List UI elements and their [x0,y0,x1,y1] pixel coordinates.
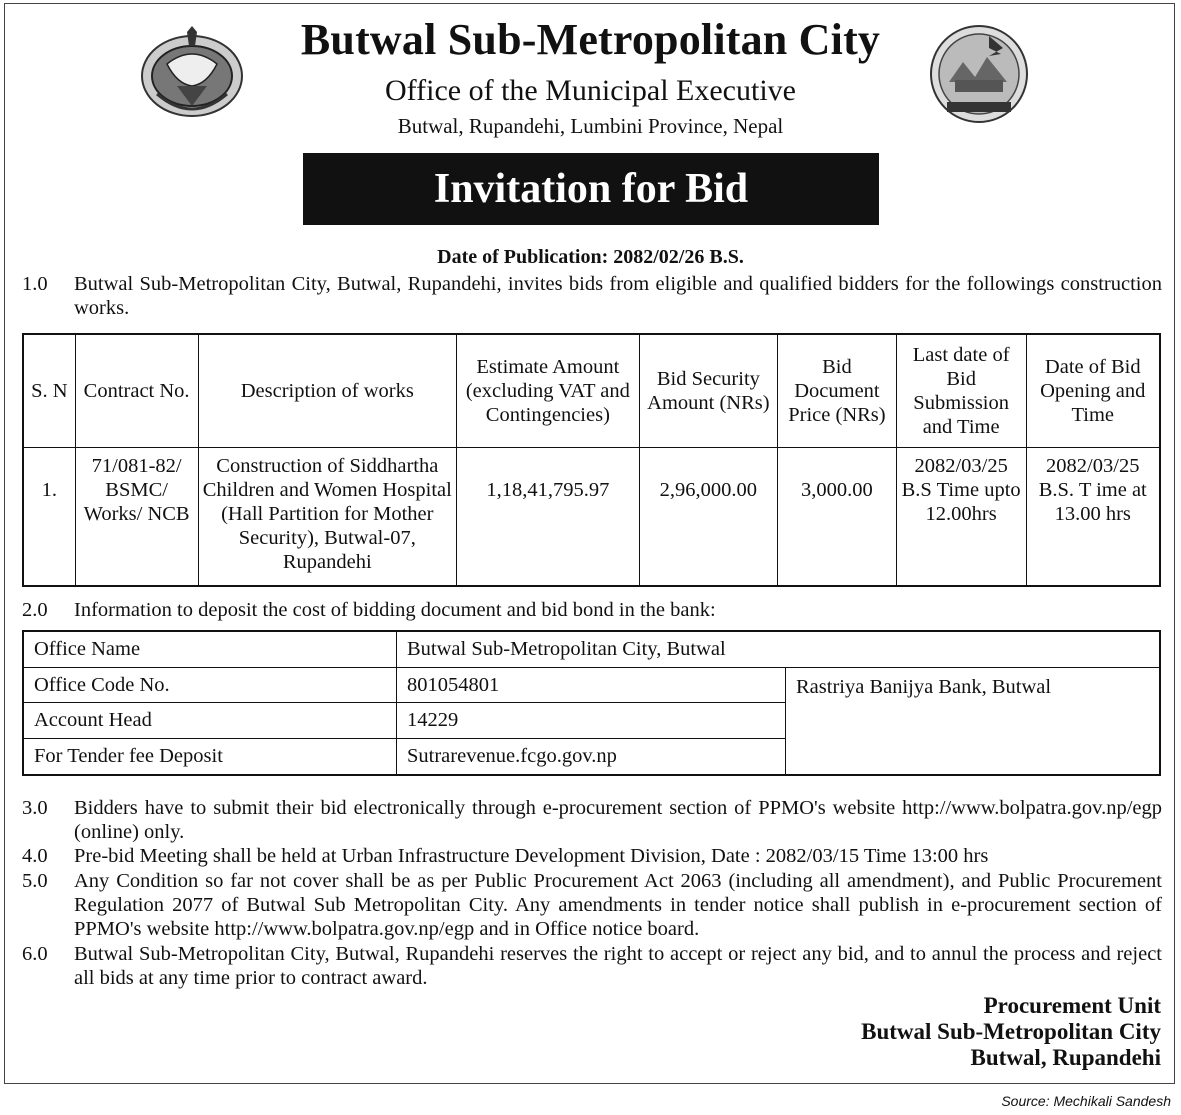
header-sn: S. N [23,334,75,448]
cell-opening-date: 2082/03/25 B.S. T ime at 13.00 hrs [1026,448,1160,587]
clause-number: 3.0 [22,797,48,819]
cell-document-price: 3,000.00 [778,448,897,587]
signature-city: Butwal Sub-Metropolitan City [861,1019,1161,1044]
cell-last-date: 2082/03/25 B.S Time upto 12.00hrs [896,448,1026,587]
cell-sn: 1. [23,448,75,587]
clause-text: Pre-bid Meeting shall be held at Urban Infrastructure Development Division, Date : 2082/03/15 Time 13:00 hrs [74,845,989,867]
cell-description: Construction of Siddhartha Children and Women Hospital (Hall Partition for Mother Security), Butwal-07, Rupandehi [198,448,456,587]
header-bid-security: Bid Security Amount (NRs) [639,334,777,448]
clause-3 [22,796,1162,844]
cell-contract-no: 71/081-82/ BSMC/ Works/ NCB [75,448,198,587]
clause-text: Information to deposit the cost of bidding document and bid bond in the bank: [74,599,716,621]
invitation-banner: Invitation for Bid [303,153,879,225]
clause-number: 1.0 [22,273,48,295]
office-title: Office of the Municipal Executive [385,74,796,107]
works-table [22,333,1161,587]
publication-date: Date of Publication: 2082/02/26 B.S. [437,246,744,268]
clause-number: 5.0 [22,870,48,892]
signature-block [861,993,1161,1071]
value-office-name: Butwal Sub-Metropolitan City, Butwal [397,631,1161,667]
table-row [23,631,1160,667]
value-tender-fee: Sutrarevenue.fcgo.gov.np [397,739,786,775]
bank-info-table [22,630,1161,776]
header-contract-no: Contract No. [75,334,198,448]
clause-number: 2.0 [22,599,48,621]
clause-4 [22,844,1162,868]
clause-text: Bidders have to submit their bid electronically through e-procurement section of PPMO's website http://www.bolpatra.gov.np/egp (online) only. [74,797,1162,843]
label-office-code: Office Code No. [23,667,397,703]
bank-name: Rastriya Banijya Bank, Butwal [786,667,1161,775]
value-account-head: 14229 [397,703,786,739]
source-credit: Source: Mechikali Sandesh [1001,1093,1171,1109]
table-header-row [23,334,1160,448]
office-address: Butwal, Rupandehi, Lumbini Province, Nepal [397,114,784,138]
clause-text: Butwal Sub-Metropolitan City, Butwal, Rupandehi reserves the right to accept or reject any bid, and to annul the process and reject all bids at any time prior to contract award. [74,943,1162,989]
signature-location: Butwal, Rupandehi [970,1045,1161,1070]
clause-1 [22,272,1162,320]
clause-5 [22,869,1162,941]
clause-number: 4.0 [22,845,48,867]
cell-bid-security: 2,96,000.00 [639,448,777,587]
clause-6 [22,942,1162,990]
signature-unit: Procurement Unit [983,993,1161,1018]
label-office-name: Office Name [23,631,397,667]
cell-estimate: 1,18,41,795.97 [457,448,640,587]
header-opening-date: Date of Bid Opening and Time [1026,334,1160,448]
value-office-code: 801054801 [397,667,786,703]
label-account-head: Account Head [23,703,397,739]
clause-number: 6.0 [22,943,48,965]
table-row [23,667,1160,703]
header-estimate: Estimate Amount (excluding VAT and Contingencies) [457,334,640,448]
header-document-price: Bid Document Price (NRs) [778,334,897,448]
clause-text: Butwal Sub-Metropolitan City, Butwal, Rupandehi, invites bids from eligible and qualified bidders for the followings construction works. [74,273,1162,319]
clause-2 [22,598,1162,622]
header-description: Description of works [198,334,456,448]
city-title: Butwal Sub-Metropolitan City [300,15,881,64]
clause-text: Any Condition so far not cover shall be as per Public Procurement Act 2063 (including all amendment), and Public Procurement Regulation 2077 of Butwal Sub Metropolitan City. Any amendments in tender notice shall publish in e-procurement section of PPMO's website http://www.bolpatra.gov.np/egp and in Office notice board. [74,870,1162,940]
header-last-date: Last date of Bid Submission and Time [896,334,1026,448]
label-tender-fee: For Tender fee Deposit [23,739,397,775]
table-row [23,448,1160,587]
